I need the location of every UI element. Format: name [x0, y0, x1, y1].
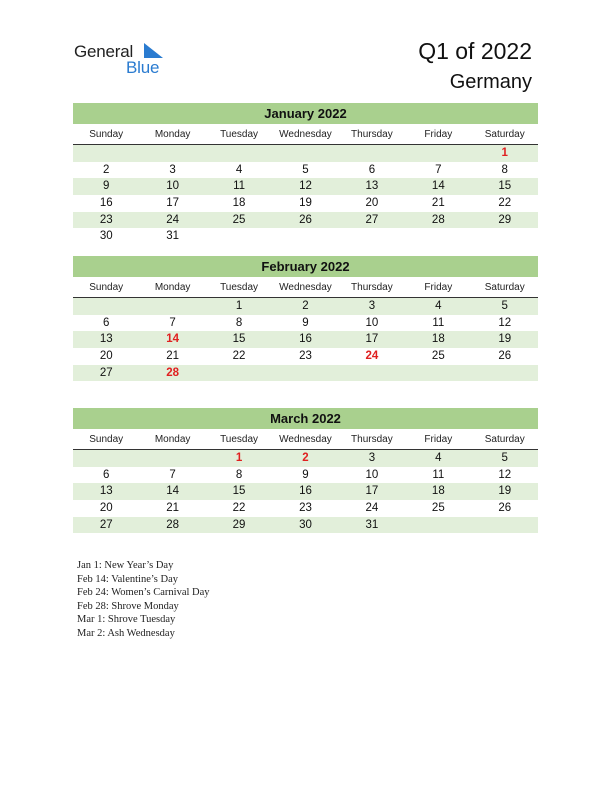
- day-cell: 17: [365, 333, 379, 346]
- day-cell: 18: [232, 197, 246, 210]
- day-cell: 15: [498, 180, 512, 193]
- day-cell: 5: [501, 452, 508, 464]
- holiday-day-cell: 1: [501, 147, 508, 159]
- day-cell: 10: [365, 316, 379, 329]
- day-cell: 5: [501, 300, 508, 312]
- holiday-note: Mar 1: Shrove Tuesday: [77, 614, 176, 625]
- weekday-label: Wednesday: [279, 434, 332, 445]
- weekday-label: Friday: [424, 129, 453, 140]
- day-cell: 20: [99, 502, 113, 515]
- weekday-header-row: [73, 280, 538, 298]
- day-cell: 6: [368, 163, 376, 176]
- day-cell: 18: [431, 333, 445, 346]
- day-cell: 19: [498, 333, 512, 346]
- day-cell: 10: [365, 468, 379, 481]
- day-cell: 21: [166, 350, 180, 363]
- day-cell: 16: [299, 485, 312, 498]
- day-cell: [206, 228, 272, 245]
- day-cell: 7: [169, 468, 176, 481]
- holiday-note: Jan 1: New Year’s Day: [77, 560, 174, 571]
- day-cell: 10: [166, 180, 180, 193]
- day-cell: [139, 145, 205, 162]
- day-cell: [472, 517, 538, 534]
- day-cell: [272, 228, 338, 245]
- day-cell: 2: [103, 163, 110, 176]
- weekday-label: Tuesday: [220, 282, 259, 293]
- day-cell: 29: [232, 518, 246, 531]
- day-cell: 8: [235, 316, 243, 329]
- day-cell: [405, 365, 471, 382]
- day-cell: 8: [501, 163, 508, 176]
- day-cell: 22: [232, 350, 246, 363]
- day-cell: 11: [432, 468, 445, 481]
- day-cell: 6: [103, 316, 110, 329]
- weekday-label: Monday: [154, 434, 191, 445]
- day-cell: 27: [99, 366, 113, 379]
- day-cell: 13: [365, 180, 379, 193]
- day-cell: 31: [166, 230, 180, 243]
- holiday-note: Feb 28: Shrove Monday: [77, 600, 179, 612]
- holiday-note: Feb 14: Valentine’s Day: [77, 573, 179, 585]
- logo-word-general: General: [74, 42, 134, 61]
- day-cell: 23: [299, 502, 312, 515]
- day-cell: 1: [235, 300, 243, 312]
- day-cell: 9: [302, 468, 309, 481]
- holiday-day-cell: 1: [235, 452, 243, 464]
- week-row: [73, 195, 538, 212]
- day-cell: 25: [232, 213, 246, 226]
- day-cell: 6: [103, 468, 110, 481]
- day-cell: 24: [166, 213, 180, 226]
- day-cell: [139, 450, 205, 467]
- day-cell: 16: [99, 197, 113, 210]
- weekday-label: Saturday: [484, 282, 525, 293]
- holiday-day-cell: 28: [166, 366, 180, 379]
- day-cell: 28: [431, 213, 445, 226]
- day-cell: 7: [169, 316, 176, 329]
- weekday-header-row: [73, 127, 538, 145]
- day-cell: [73, 450, 139, 467]
- holiday-day-cell: 2: [302, 452, 309, 464]
- month-calendar-march: [73, 408, 538, 533]
- day-cell: 12: [498, 468, 512, 481]
- day-cell: 2: [302, 300, 309, 312]
- day-cell: 30: [99, 230, 113, 243]
- day-cell: [405, 517, 471, 534]
- weekday-label: Wednesday: [279, 282, 332, 293]
- day-cell: [206, 145, 272, 162]
- week-row: [73, 467, 538, 484]
- day-cell: [405, 228, 471, 245]
- day-cell: [339, 228, 405, 245]
- weekday-header-row: [73, 432, 538, 450]
- day-cell: 26: [299, 213, 312, 226]
- holiday-list: [77, 559, 210, 640]
- day-cell: 11: [432, 316, 445, 329]
- day-cell: [339, 145, 405, 162]
- day-cell: 27: [99, 518, 113, 531]
- month-calendar-february: [73, 256, 538, 381]
- day-cell: [472, 365, 538, 382]
- page-title: Q1 of 2022: [418, 38, 532, 64]
- day-cell: [73, 298, 139, 315]
- day-cell: [272, 145, 338, 162]
- day-cell: 23: [99, 213, 113, 226]
- holiday-day-cell: 24: [365, 350, 379, 363]
- day-cell: 14: [166, 485, 180, 498]
- day-cell: [472, 228, 538, 245]
- weekday-label: Sunday: [89, 434, 124, 445]
- week-row: [73, 228, 538, 245]
- holiday-day-cell: 14: [166, 333, 180, 346]
- weekday-label: Saturday: [484, 434, 525, 445]
- week-row: [73, 315, 538, 332]
- day-cell: 5: [302, 163, 309, 176]
- month-title: February 2022: [73, 256, 538, 277]
- day-cell: [139, 298, 205, 315]
- day-cell: 31: [365, 518, 379, 531]
- logo-flag-icon: [142, 43, 164, 59]
- day-cell: 4: [435, 452, 442, 464]
- weekday-label: Monday: [154, 282, 191, 293]
- day-cell: 24: [365, 502, 379, 515]
- week-row: [73, 348, 538, 365]
- day-cell: 22: [498, 197, 512, 210]
- month-title: March 2022: [73, 408, 538, 429]
- day-cell: 4: [235, 163, 243, 176]
- day-cell: 18: [431, 485, 445, 498]
- weekday-label: Thursday: [351, 129, 393, 140]
- day-cell: 17: [166, 197, 180, 210]
- day-cell: 22: [232, 502, 246, 515]
- generalblue-logo: [74, 40, 194, 80]
- day-cell: 12: [498, 316, 512, 329]
- day-cell: 11: [233, 180, 246, 193]
- weekday-label: Friday: [424, 434, 453, 445]
- day-cell: 16: [299, 333, 312, 346]
- day-cell: 12: [299, 180, 312, 193]
- weekday-label: Sunday: [89, 282, 124, 293]
- day-cell: 15: [232, 333, 246, 346]
- week-row: [73, 331, 538, 348]
- day-cell: 26: [498, 502, 512, 515]
- weekday-label: Tuesday: [220, 129, 259, 140]
- week-row: [73, 145, 538, 162]
- day-cell: 29: [498, 213, 512, 226]
- day-cell: 3: [169, 163, 176, 176]
- day-cell: 9: [302, 316, 309, 329]
- weekday-label: Thursday: [351, 282, 393, 293]
- day-cell: 9: [103, 180, 110, 193]
- day-cell: 26: [498, 350, 512, 363]
- month-calendar-january: [73, 103, 538, 245]
- month-title: January 2022: [73, 103, 538, 124]
- weekday-label: Thursday: [351, 434, 393, 445]
- week-row: [73, 517, 538, 534]
- day-cell: 28: [166, 518, 180, 531]
- weekday-label: Wednesday: [279, 129, 332, 140]
- weekday-label: Saturday: [484, 129, 525, 140]
- week-row: [73, 212, 538, 229]
- week-row: [73, 162, 538, 179]
- day-cell: 25: [431, 502, 445, 515]
- weekday-label: Monday: [154, 129, 191, 140]
- day-cell: [206, 365, 272, 382]
- weekday-label: Tuesday: [220, 434, 259, 445]
- week-row: [73, 500, 538, 517]
- week-row: [73, 483, 538, 500]
- country-name: Germany: [449, 71, 532, 93]
- week-row: [73, 450, 538, 467]
- day-cell: 19: [498, 485, 512, 498]
- day-cell: 15: [232, 485, 246, 498]
- day-cell: 21: [166, 502, 180, 515]
- week-row: [73, 298, 538, 315]
- day-cell: 20: [365, 197, 379, 210]
- day-cell: [405, 145, 471, 162]
- day-cell: 4: [435, 300, 442, 312]
- week-row: [73, 178, 538, 195]
- weekday-label: Sunday: [89, 129, 124, 140]
- logo-word-blue: Blue: [126, 58, 160, 77]
- day-cell: 20: [99, 350, 113, 363]
- day-cell: 14: [431, 180, 445, 193]
- day-cell: [73, 145, 139, 162]
- day-cell: 25: [431, 350, 445, 363]
- day-cell: 23: [299, 350, 312, 363]
- day-cell: [339, 365, 405, 382]
- day-cell: 13: [99, 333, 113, 346]
- day-cell: [272, 365, 338, 382]
- holiday-note: Mar 2: Ash Wednesday: [77, 627, 175, 639]
- day-cell: 8: [235, 468, 243, 481]
- day-cell: 30: [299, 518, 312, 531]
- day-cell: 19: [299, 197, 312, 210]
- day-cell: 7: [435, 163, 442, 176]
- weekday-label: Friday: [424, 282, 453, 293]
- day-cell: 27: [365, 213, 379, 226]
- day-cell: 3: [368, 300, 376, 312]
- day-cell: 21: [431, 197, 445, 210]
- day-cell: 3: [368, 452, 376, 464]
- day-cell: 13: [99, 485, 113, 498]
- holiday-note: Feb 24: Women’s Carnival Day: [77, 587, 210, 598]
- week-row: [73, 365, 538, 382]
- day-cell: 17: [365, 485, 379, 498]
